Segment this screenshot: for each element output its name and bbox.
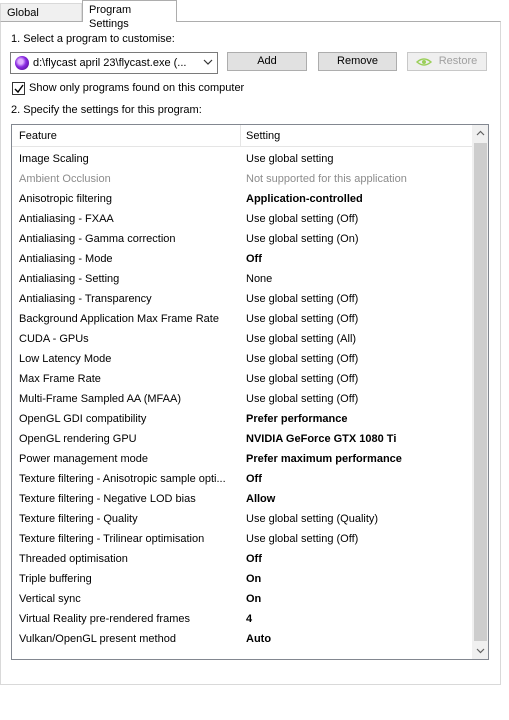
feature-cell: Texture filtering - Trilinear optimisation (19, 533, 205, 545)
checkmark-icon (14, 84, 24, 94)
table-row[interactable] (12, 509, 472, 529)
feature-cell: Vulkan/OpenGL present method (19, 633, 176, 645)
setting-cell[interactable]: Use global setting (Off) (246, 533, 359, 545)
setting-cell[interactable]: On (246, 593, 262, 605)
setting-cell[interactable]: 4 (246, 613, 253, 625)
setting-column-header[interactable]: Setting (246, 130, 281, 142)
table-row[interactable] (12, 409, 472, 429)
setting-cell[interactable]: Use global setting (Off) (246, 373, 359, 385)
table-row[interactable] (12, 209, 472, 229)
setting-cell[interactable]: Prefer performance (246, 413, 348, 425)
feature-cell: Texture filtering - Quality (19, 513, 138, 525)
setting-cell[interactable]: Use global setting (Off) (246, 213, 359, 225)
feature-cell: Ambient Occlusion (19, 173, 111, 185)
show-found-programs-label: Show only programs found on this computer (29, 82, 245, 94)
feature-cell: Virtual Reality pre-rendered frames (19, 613, 190, 625)
setting-cell[interactable]: Off (246, 473, 262, 485)
restore-button[interactable] (407, 52, 487, 71)
chevron-down-icon (203, 57, 213, 67)
feature-cell: Antialiasing - Mode (19, 253, 113, 265)
feature-cell: Antialiasing - FXAA (19, 213, 114, 225)
feature-cell: Power management mode (19, 453, 149, 465)
feature-cell: OpenGL rendering GPU (19, 433, 137, 445)
table-row[interactable] (12, 189, 472, 209)
table-row[interactable] (12, 389, 472, 409)
setting-cell[interactable]: On (246, 573, 262, 585)
program-select-value: d:\flycast april 23\flycast.exe (... (33, 57, 187, 69)
feature-cell: OpenGL GDI compatibility (19, 413, 147, 425)
setting-cell[interactable]: Allow (246, 493, 276, 505)
setting-cell[interactable]: Off (246, 253, 262, 265)
setting-cell[interactable]: Not supported for this application (246, 173, 407, 185)
setting-cell[interactable]: Application-controlled (246, 193, 363, 205)
setting-cell[interactable]: Off (246, 553, 262, 565)
table-row[interactable] (12, 169, 472, 189)
feature-cell: Threaded optimisation (19, 553, 128, 565)
setting-cell[interactable]: Auto (246, 633, 272, 645)
vertical-scrollbar[interactable] (472, 125, 489, 659)
feature-cell: Triple buffering (19, 573, 92, 585)
feature-cell: Texture filtering - Negative LOD bias (19, 493, 196, 505)
chevron-up-icon[interactable] (472, 125, 489, 142)
feature-cell: CUDA - GPUs (19, 333, 89, 345)
table-row[interactable] (12, 549, 472, 569)
feature-cell: Antialiasing - Setting (19, 273, 120, 285)
step1-label: 1. Select a program to customise: (11, 33, 175, 45)
column-divider[interactable] (240, 125, 241, 147)
setting-cell[interactable]: Use global setting (On) (246, 233, 359, 245)
feature-cell: Vertical sync (19, 593, 81, 605)
feature-cell: Image Scaling (19, 153, 89, 165)
program-select[interactable] (10, 52, 218, 74)
setting-cell[interactable]: Use global setting (Off) (246, 293, 359, 305)
table-row[interactable] (12, 369, 472, 389)
setting-cell[interactable]: NVIDIA GeForce GTX 1080 Ti (246, 433, 397, 445)
table-row[interactable] (12, 449, 472, 469)
table-row[interactable] (12, 629, 472, 649)
table-row[interactable] (12, 149, 472, 169)
table-row[interactable] (12, 469, 472, 489)
table-row[interactable] (12, 529, 472, 549)
table-row[interactable] (12, 329, 472, 349)
tab-strip (0, 0, 509, 30)
table-row[interactable] (12, 309, 472, 329)
feature-cell: Low Latency Mode (19, 353, 112, 365)
feature-cell: Background Application Max Frame Rate (19, 313, 219, 325)
table-row[interactable] (12, 249, 472, 269)
table-row[interactable] (12, 569, 472, 589)
settings-list (11, 124, 489, 660)
feature-cell: Antialiasing - Transparency (19, 293, 152, 305)
feature-cell: Max Frame Rate (19, 373, 101, 385)
feature-cell: Multi-Frame Sampled AA (MFAA) (19, 393, 181, 405)
setting-cell[interactable]: Use global setting (Off) (246, 393, 359, 405)
nvidia-icon (416, 57, 432, 67)
list-header (12, 125, 472, 147)
table-row[interactable] (12, 289, 472, 309)
table-row[interactable] (12, 269, 472, 289)
feature-cell: Texture filtering - Anisotropic sample opti... (19, 473, 226, 485)
scrollbar-thumb[interactable] (474, 143, 487, 641)
setting-cell[interactable]: Use global setting (Off) (246, 353, 359, 365)
setting-cell[interactable]: Use global setting (Off) (246, 313, 359, 325)
feature-cell: Antialiasing - Gamma correction (19, 233, 176, 245)
setting-cell[interactable]: None (246, 273, 273, 285)
settings-rows (12, 149, 472, 649)
setting-cell[interactable]: Use global setting (Quality) (246, 513, 379, 525)
tab-global-settings[interactable]: Global (0, 3, 82, 22)
add-button[interactable]: Add (227, 52, 307, 71)
setting-cell[interactable]: Use global setting (All) (246, 333, 357, 345)
table-row[interactable] (12, 429, 472, 449)
table-row[interactable] (12, 609, 472, 629)
step2-label: 2. Specify the settings for this program: (11, 104, 202, 116)
table-row[interactable] (12, 489, 472, 509)
feature-cell: Anisotropic filtering (19, 193, 112, 205)
setting-cell[interactable]: Prefer maximum performance (246, 453, 402, 465)
tab-program-settings[interactable]: Program Settings (82, 0, 177, 22)
setting-cell[interactable]: Use global setting (246, 153, 334, 165)
table-row[interactable] (12, 349, 472, 369)
chevron-down-icon[interactable] (472, 642, 489, 659)
restore-label: Restore (438, 55, 478, 67)
feature-column-header[interactable]: Feature (19, 130, 57, 142)
table-row[interactable] (12, 229, 472, 249)
show-found-programs-checkbox[interactable] (12, 82, 25, 95)
remove-button[interactable]: Remove (318, 52, 397, 71)
flycast-app-icon (15, 56, 29, 70)
table-row[interactable] (12, 589, 472, 609)
